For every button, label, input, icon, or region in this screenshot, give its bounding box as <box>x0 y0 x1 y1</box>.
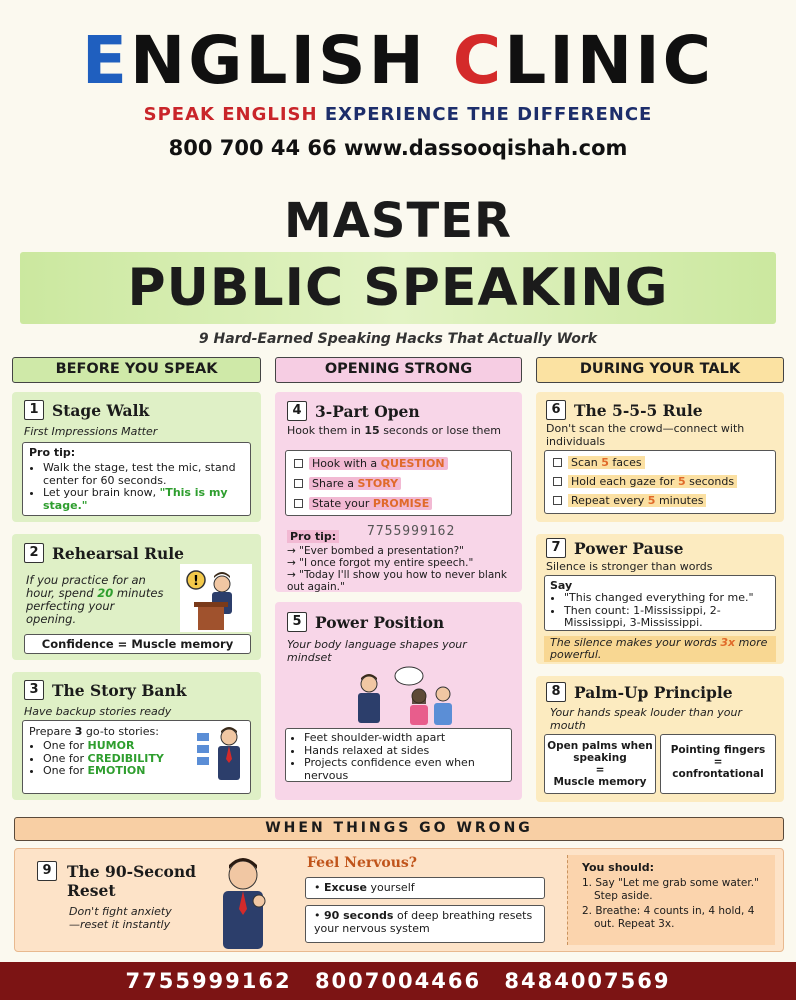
hack-card-90-second-reset <box>14 848 784 952</box>
pro-tip-quotes <box>287 545 515 593</box>
hack-title: The Story Bank <box>52 680 187 700</box>
step-1: 1. Say "Let me grab some water." Step aside. <box>582 877 759 902</box>
list-item: • Feet shoulder-width apart <box>304 732 507 745</box>
hack-card-rehearsal-rule <box>12 534 261 660</box>
hack-title: Stage Walk <box>52 400 150 420</box>
phone-number: 8484007569 <box>504 969 671 993</box>
hack-subtitle: Don't scan the crowd—connect with individuals <box>546 422 745 448</box>
phone-number: 8007004466 <box>314 969 482 993</box>
open-palms-box: Open palms when speaking = Muscle memory <box>544 734 656 794</box>
hack-title: 3-Part Open <box>315 401 420 421</box>
say-box <box>544 575 776 631</box>
title-public-speaking: PUBLIC SPEAKING <box>127 258 669 318</box>
checklist-item: Scan 5 faces <box>549 454 771 470</box>
contact-line: 800 700 44 66 www.dassooqishah.com <box>168 136 628 160</box>
checklist-item: Hold each gaze for 5 seconds <box>549 473 771 489</box>
hack-card-power-pause <box>536 534 784 664</box>
story-list-box <box>22 720 251 794</box>
column-header-opening: OPENING STRONG <box>275 357 522 383</box>
checklist-box <box>544 450 776 514</box>
hack-number: 8 <box>546 682 566 702</box>
hack-subtitle: Your body language shapes your mindset <box>287 638 467 664</box>
hack-title: The 90-Second <box>67 861 197 881</box>
pro-tip-box <box>22 442 251 516</box>
subtitle: 9 Hard-Earned Speaking Hacks That Actually Work <box>198 331 598 347</box>
hack-number: 2 <box>24 543 44 563</box>
quote-line: → "I once forgot my entire speech." <box>287 557 474 569</box>
checkbox-icon <box>294 499 303 508</box>
hack-card-3-part-open <box>275 392 522 592</box>
hack-number: 1 <box>24 400 44 420</box>
hack-card-story-bank <box>12 672 261 800</box>
posture-list-box <box>285 728 512 782</box>
tagline: SPEAK ENGLISH EXPERIENCE THE DIFFERENCE <box>143 104 653 125</box>
speaker-podium-illustration <box>180 564 252 632</box>
checklist-box <box>285 450 512 516</box>
say-label: Say <box>550 579 573 592</box>
list-item: • Let your brain know, "This is my stage." <box>43 487 244 512</box>
checkbox-icon <box>553 458 562 467</box>
section-banner-when-things-go-wrong: WHEN THINGS GO WRONG <box>14 817 784 841</box>
pro-tip-label: Pro tip: <box>287 530 339 543</box>
muscle-memory-box: Confidence = Muscle memory <box>24 634 251 654</box>
pro-tip-label: Pro tip: <box>29 446 76 459</box>
hack-card-stage-walk <box>12 392 261 522</box>
list-item: • Then count: 1-Mississippi, 2-Mississippi, 3-Mississippi. <box>564 605 770 630</box>
story-intro: Prepare 3 go-to stories: <box>29 725 159 738</box>
storyteller-illustration <box>195 723 249 791</box>
hack-title: Power Position <box>315 612 445 632</box>
title-master: MASTER <box>284 193 512 249</box>
you-should-box <box>567 855 775 945</box>
checkbox-icon <box>553 477 562 486</box>
column-header-before: BEFORE YOU SPEAK <box>12 357 261 383</box>
hack-subtitle: Hook them in 15 seconds or lose them <box>287 424 501 437</box>
list-item: • One for HUMOR <box>43 740 244 753</box>
list-item: • One for CREDIBILITY <box>43 753 244 766</box>
checklist-item: State your PROMISE <box>290 495 507 511</box>
hack-subtitle: Silence is stronger than words <box>546 560 713 573</box>
hack-subtitle: Your hands speak louder than your mouth <box>550 706 742 732</box>
excuse-box: • Excuse yourself <box>305 877 545 899</box>
footer-phone-bar <box>0 962 796 1000</box>
phone-watermark: 7755999162 <box>367 524 456 539</box>
hack-title: Power Pause <box>574 538 684 558</box>
list-item: • One for EMOTION <box>43 765 244 778</box>
hack-title: The 5-5-5 Rule <box>574 400 703 420</box>
hack-title: Rehearsal Rule <box>52 543 185 563</box>
hack-number: 3 <box>24 680 44 700</box>
hack-subtitle: Don't fight anxiety—reset it instantly <box>69 905 172 931</box>
hack-body: If you practice for an hour, spend 20 minutes perfecting your opening. <box>26 573 164 626</box>
pointing-fingers-box: Pointing fingers = confrontational <box>660 734 776 794</box>
list-item: • "This changed everything for me." <box>564 592 770 605</box>
silence-note: The silence makes your words 3x more powerful. <box>544 636 776 662</box>
breathing-box: • 90 seconds of deep breathing resets your nervous system <box>305 905 545 943</box>
checklist-item: Repeat every 5 minutes <box>549 492 771 508</box>
brand-logo: ENGLISH CLINIC <box>81 22 715 99</box>
hack-title-line2: Reset <box>67 881 116 900</box>
hack-subtitle: First Impressions Matter <box>24 425 158 438</box>
quote-line: → "Ever bombed a presentation?" <box>287 545 465 557</box>
hack-title: Palm-Up Principle <box>574 682 733 702</box>
list-item: • Projects confidence even when nervous <box>304 757 507 782</box>
hack-card-power-position <box>275 602 522 800</box>
feel-nervous-heading: Feel Nervous? <box>307 855 417 871</box>
list-item: • Walk the stage, test the mic, stand center for 60 seconds. <box>43 462 244 487</box>
svg-text:!: ! <box>193 574 199 589</box>
hack-card-5-5-5-rule <box>536 392 784 522</box>
checklist-item: Hook with a QUESTION <box>290 455 507 471</box>
hack-subtitle: Have backup stories ready <box>24 705 172 718</box>
hack-number: 6 <box>546 400 566 420</box>
hack-number: 7 <box>546 538 566 558</box>
hack-card-palm-up <box>536 676 784 802</box>
list-item: • Hands relaxed at sides <box>304 745 507 758</box>
hack-number: 5 <box>287 612 307 632</box>
checkbox-icon <box>294 479 303 488</box>
checklist-item: Share a STORY <box>290 475 507 491</box>
hack-number: 4 <box>287 401 307 421</box>
audience-illustration <box>341 664 461 726</box>
quote-line: → "Today I'll show you how to never blank out again." <box>287 569 508 593</box>
phone-number: 7755999162 <box>125 969 292 993</box>
step-2: 2. Breathe: 4 counts in, 4 hold, 4 out. Repeat 3x. <box>582 905 755 930</box>
checkbox-icon <box>553 496 562 505</box>
anxious-speaker-illustration <box>203 851 283 951</box>
column-header-during: DURING YOUR TALK <box>536 357 784 383</box>
hack-number: 9 <box>37 861 57 881</box>
you-should-label: You should: <box>582 861 654 874</box>
checkbox-icon <box>294 459 303 468</box>
